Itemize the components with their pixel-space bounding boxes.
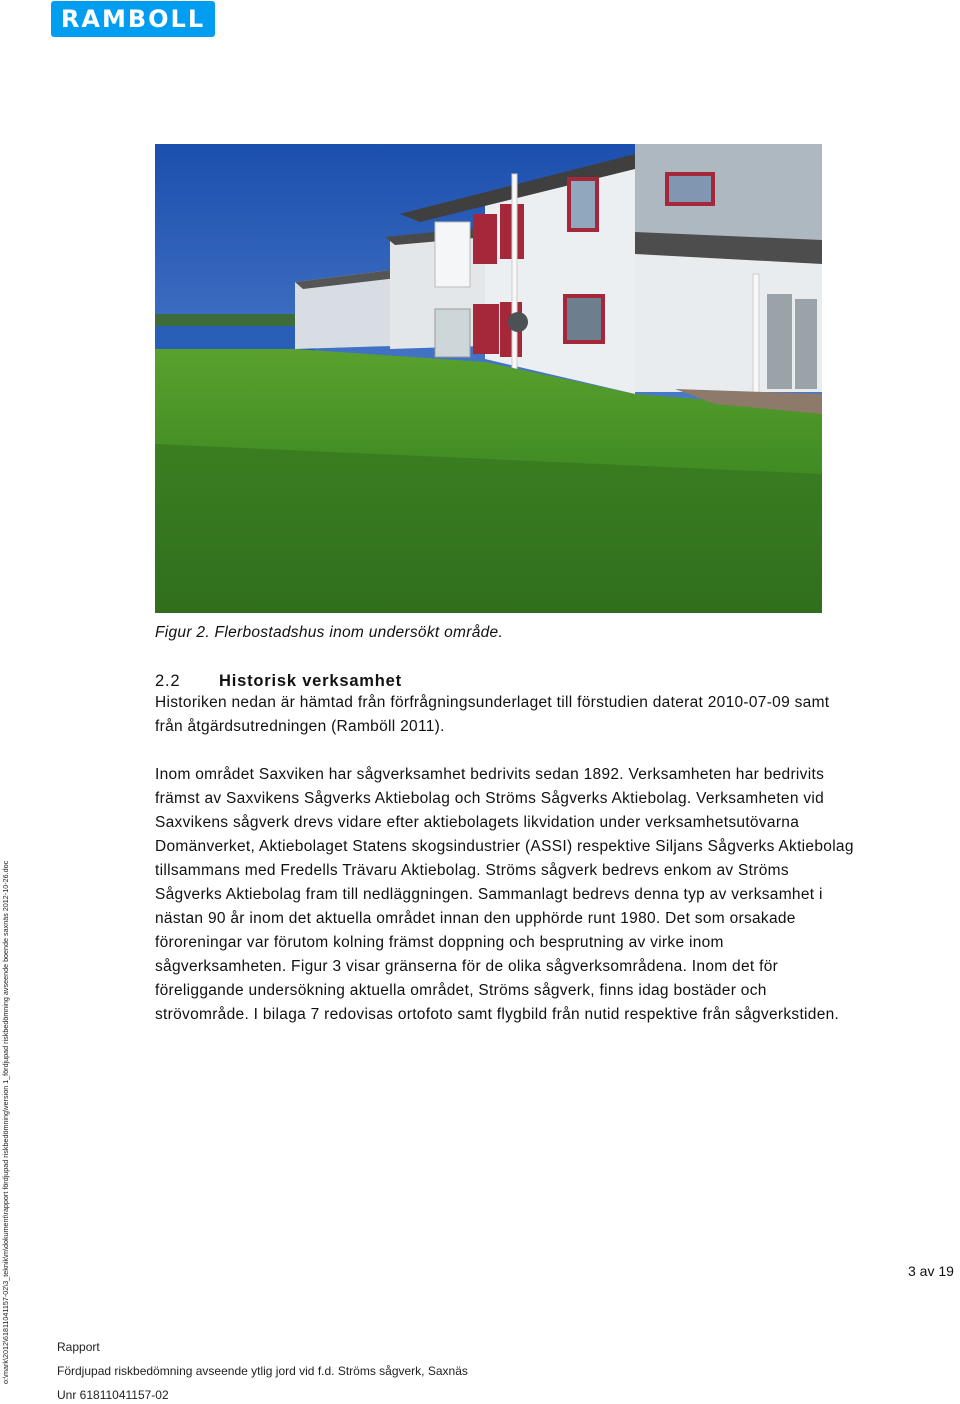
footer-doc-title: Fördjupad riskbedömning avseende ytlig jord vid f.d. Ströms sågverk, Saxnäs [57, 1364, 468, 1378]
file-path-margin: o:\mark\2012\61811041157-02\3_teknik\m\dokument\rapport fördjupad riskbedömning\version 1_fördjupad riskbedömning avseende boende saxnäs 2012-10-26.doc [1, 860, 10, 1384]
page-number: 3 av 19 [908, 1263, 954, 1279]
intro-paragraph: Historiken nedan är hämtad från förfrågningsunderlaget till förstudien daterat 2010-07-09 samt från åtgärdsutredningen (Ramböll 2011). [155, 694, 830, 735]
section-heading [155, 672, 402, 691]
section-title: Historisk verksamhet [219, 672, 402, 690]
footer-doc-type: Rapport [57, 1340, 100, 1354]
figure-caption: Figur 2. Flerbostadshus inom undersökt område. [155, 624, 504, 641]
section-number: 2.2 [155, 672, 181, 690]
footer-doc-number: Unr 61811041157-02 [57, 1388, 169, 1402]
logo-text: RAMBOLL [60, 5, 206, 33]
history-paragraph: Inom området Saxviken har sågverksamhet bedrivits sedan 1892. Verksamheten har bedrivits främst av Saxvikens Sågverks Aktiebolag och Ströms Sågverks Aktiebolag. Verksamheten vid Saxvikens sågverk drevs vidare efter aktiebolagets likvidation under verksamhetsutövarna Domänverket, Aktiebolaget Statens skogsindustrier (ASSI) respektive Siljans Sågverks Aktiebolag tillsammans med Fredells Trävaru Aktiebolag. Ströms sågverk bedrevs enkom av Ströms Sågverks Aktiebolag fram till nedläggningen. Sammanlagt bedrevs denna typ av verksamhet i nästan 90 år inom det aktuella området innan den upphörde runt 1980. Det som orsakade föroreningar var förutom kolning främst doppning och besprutning av virke inom sågverksamheten. Figur 3 visar gränserna för de olika sågverksområdena. Inom det för föreliggande undersökning aktuella området, Ströms sågverk, finns idag bostäder och strövområde. I bilaga 7 redovisas ortofoto samt flygbild från nutid respektive från sågverkstiden. [155, 766, 854, 1023]
building-photo [155, 144, 822, 613]
ramboll-logo [51, 1, 215, 37]
